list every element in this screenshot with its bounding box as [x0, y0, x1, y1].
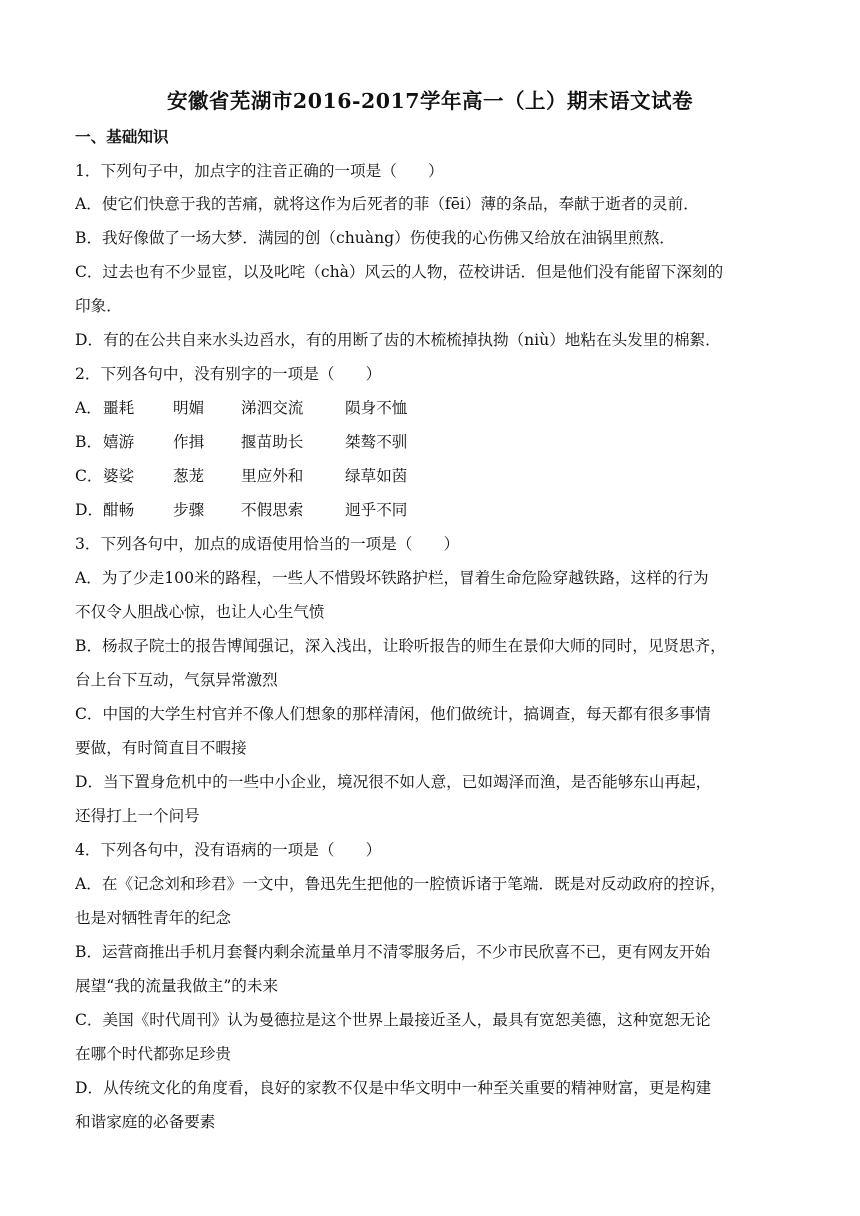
q4-option-d: D．从传统文化的角度看，良好的家教不仅是中华文明中一种至关重要的精神财富，更是构建 [75, 1079, 712, 1097]
q2-option-c [75, 466, 795, 486]
section-heading: 一、基础知识 [75, 127, 169, 146]
option-label: D． [75, 501, 104, 519]
exam-title: 安徽省芜湖市2016-2017学年高一（上）期末语文试卷 [166, 89, 694, 113]
q4-option-d-cont: 和谐家庭的必备要素 [75, 1113, 216, 1131]
q2-option-b [75, 432, 795, 452]
q4-option-c: C．美国《时代周刊》认为曼德拉是这个世界上最接近圣人，最具有宽恕美德，这种宽恕无论 [75, 1011, 711, 1029]
option-word: 揠苗助长 [241, 433, 304, 451]
q3-option-d: D．当下置身危机中的一些中小企业，境况很不如人意，已如竭泽而渔，是否能够东山再起， [75, 773, 712, 791]
q1-option-c: C．过去也有不少显宦，以及叱咤（chà）风云的人物，莅校讲话．但是他们没有能留下深刻的 [75, 263, 724, 281]
q3-stem: 3．下列各句中，加点的成语使用恰当的一项是（ ） [75, 535, 460, 553]
option-word: 陨身不恤 [345, 399, 408, 417]
q4-option-a-cont: 也是对牺牲青年的纪念 [75, 909, 231, 927]
q1-option-a: A．使它们快意于我的苦痛，就将这作为后死者的菲（fēi）薄的条品，奉献于逝者的灵前． [75, 195, 699, 213]
q3-option-a: A．为了少走100米的路程，一些人不惜毁坏铁路护栏，冒着生命危险穿越铁路，这样的行为 [75, 569, 709, 587]
option-word: 明媚 [173, 399, 205, 417]
option-word: 桀骜不驯 [345, 433, 408, 451]
q2-option-d [75, 500, 795, 520]
option-label: A． [75, 399, 102, 417]
q3-option-a-cont: 不仅令人胆战心惊，也让人心生气愤 [75, 603, 325, 621]
option-word: 嬉游 [103, 433, 135, 451]
q3-option-d-cont: 还得打上一个问号 [75, 807, 200, 825]
q1-option-c-cont: 印象． [75, 297, 122, 315]
option-word: 酣畅 [103, 501, 135, 519]
q3-option-c: C．中国的大学生村官并不像人们想象的那样清闲，他们做统计，搞调查，每天都有很多事情 [75, 705, 711, 723]
option-label: C． [75, 467, 103, 485]
q4-stem: 4．下列各句中，没有语病的一项是（ ） [75, 841, 382, 859]
q3-option-b-cont: 台上台下互动，气氛异常激烈 [75, 671, 278, 689]
option-word: 涕泗交流 [241, 399, 304, 417]
option-word: 葱茏 [173, 467, 205, 485]
option-word: 绿草如茵 [345, 467, 408, 485]
q1-option-d: D．有的在公共自来水头边舀水，有的用断了齿的木梳梳掉执拗（niù）地粘在头发里的棉絮． [75, 331, 721, 349]
option-word: 噩耗 [103, 399, 135, 417]
q1-stem: 1．下列句子中，加点字的注音正确的一项是（ ） [75, 162, 444, 180]
q4-option-b-cont: 展望“我的流量我做主”的未来 [75, 977, 279, 995]
option-word: 迥乎不同 [345, 501, 408, 519]
option-word: 步骤 [173, 501, 205, 519]
q2-stem: 2．下列各句中，没有别字的一项是（ ） [75, 365, 382, 383]
q3-option-b: B．杨叔子院士的报告博闻强记，深入浅出，让聆听报告的师生在景仰大师的同时，见贤思齐， [75, 637, 726, 655]
q2-option-a [75, 398, 795, 418]
option-word: 不假思索 [241, 501, 304, 519]
q4-option-a: A．在《记念刘和珍君》一文中，鲁迅先生把他的一腔愤诉诸于笔端．既是对反动政府的控诉， [75, 875, 726, 893]
option-word: 里应外和 [241, 467, 304, 485]
q3-option-c-cont: 要做，有时简直目不暇接 [75, 739, 247, 757]
q1-option-b: B．我好像做了一场大梦．满园的创（chuàng）伤使我的心伤佛又给放在油锅里煎熬． [75, 229, 675, 247]
option-word: 作揖 [173, 433, 205, 451]
option-label: B． [75, 433, 103, 451]
option-word: 婆娑 [103, 467, 135, 485]
q4-option-b: B．运营商推出手机月套餐内剩余流量单月不清零服务后，不少市民欣喜不已，更有网友开始 [75, 943, 711, 961]
q4-option-c-cont: 在哪个时代都弥足珍贵 [75, 1045, 231, 1063]
